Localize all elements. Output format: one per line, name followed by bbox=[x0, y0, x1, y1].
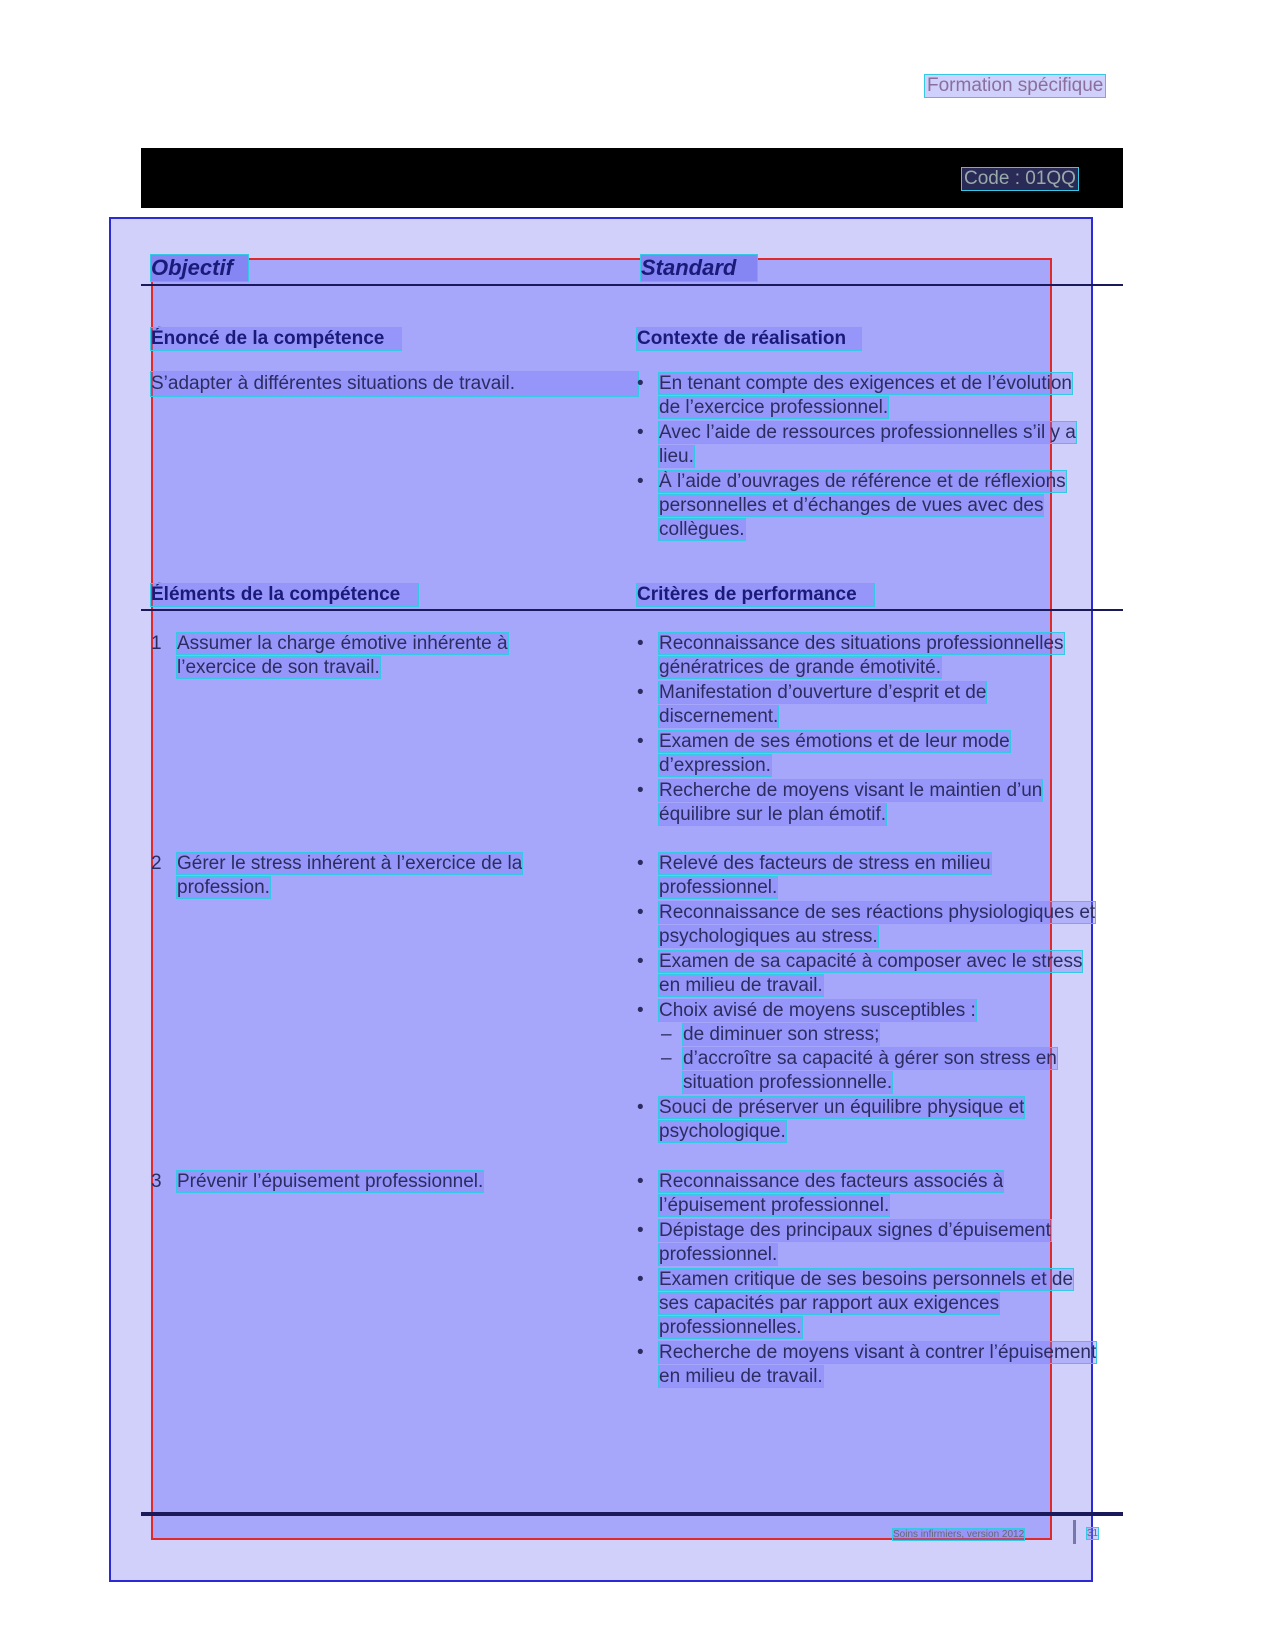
enonce-text: S’adapter à différentes situations de travail. bbox=[151, 372, 638, 396]
criteres-title: Critères de performance bbox=[637, 584, 874, 606]
list-item: • Choix avisé de moyens susceptibles : – de diminuer son stress; – d’accroître sa capacité à gérer son stress en situation professionnelle. bbox=[637, 999, 1097, 1095]
list-item: • Examen de sa capacité à composer avec le stress en milieu de travail. bbox=[637, 950, 1097, 998]
sub-list bbox=[659, 1023, 1097, 1095]
footer-divider bbox=[141, 1512, 1123, 1516]
contexte-list bbox=[637, 372, 1097, 543]
list-item: • Souci de préserver un équilibre physique et psychologique. bbox=[637, 1096, 1097, 1144]
running-head: Formation spécifique bbox=[927, 75, 1104, 96]
element-3 bbox=[151, 1170, 587, 1194]
criteria-list-3 bbox=[637, 1170, 1097, 1390]
list-item: • Recherche de moyens visant le maintien d’un équilibre sur le plan émotif. bbox=[637, 779, 1097, 827]
list-item: • Avec l’aide de ressources professionnelles s’il y a lieu. bbox=[637, 421, 1097, 469]
criteria-list-2 bbox=[637, 852, 1097, 1145]
list-item: • Reconnaissance des situations professionnelles génératrices de grande émotivité. bbox=[637, 632, 1097, 680]
divider bbox=[141, 609, 1123, 611]
element-2 bbox=[151, 852, 587, 900]
sub-item: – de diminuer son stress; bbox=[659, 1023, 1097, 1047]
list-item: • Reconnaissance de ses réactions physiologiques et psychologiques au stress. bbox=[637, 901, 1097, 949]
criteria-list-1 bbox=[637, 632, 1097, 828]
list-item: • Manifestation d’ouverture d’esprit et de discernement. bbox=[637, 681, 1097, 729]
column-title-objectif: Objectif bbox=[151, 255, 248, 281]
list-item: • Examen critique de ses besoins personnels et de ses capacités par rapport aux exigences professionnelles. bbox=[637, 1268, 1097, 1340]
element-text: Assumer la charge émotive inhérente à l’exercice de son travail. bbox=[177, 633, 508, 678]
list-item: • Relevé des facteurs de stress en milieu professionnel. bbox=[637, 852, 1097, 900]
element-number: 3 bbox=[151, 1171, 162, 1192]
sub-item: – d’accroître sa capacité à gérer son stress en situation professionnelle. bbox=[659, 1047, 1097, 1095]
element-1 bbox=[151, 632, 587, 680]
enonce-title: Énoncé de la compétence bbox=[151, 328, 401, 350]
contexte-title: Contexte de réalisation bbox=[637, 328, 861, 350]
course-code: Code : 01QQ bbox=[964, 168, 1076, 189]
element-text: Prévenir l’épuisement professionnel. bbox=[177, 1171, 484, 1192]
elements-title: Éléments de la compétence bbox=[151, 584, 418, 606]
footer-text: Soins infirmiers, version 2012 bbox=[893, 1529, 1025, 1540]
divider bbox=[141, 284, 1123, 286]
list-item: • À l’aide d’ouvrages de référence et de réflexions personnelles et d’échanges de vues avec des collègues. bbox=[637, 470, 1097, 542]
footer-separator bbox=[1073, 1520, 1076, 1544]
page-number: 31 bbox=[1087, 1528, 1099, 1539]
list-item: • Recherche de moyens visant à contrer l’épuisement en milieu de travail. bbox=[637, 1341, 1097, 1389]
element-number: 2 bbox=[151, 853, 162, 874]
list-item: • Examen de ses émotions et de leur mode d’expression. bbox=[637, 730, 1097, 778]
list-item: • En tenant compte des exigences et de l’évolution de l’exercice professionnel. bbox=[637, 372, 1097, 420]
element-number: 1 bbox=[151, 633, 162, 654]
list-item: • Reconnaissance des facteurs associés à l’épuisement professionnel. bbox=[637, 1170, 1097, 1218]
list-item: • Dépistage des principaux signes d’épuisement professionnel. bbox=[637, 1219, 1097, 1267]
element-text: Gérer le stress inhérent à l’exercice de la profession. bbox=[177, 853, 523, 898]
column-title-standard: Standard bbox=[641, 255, 757, 281]
